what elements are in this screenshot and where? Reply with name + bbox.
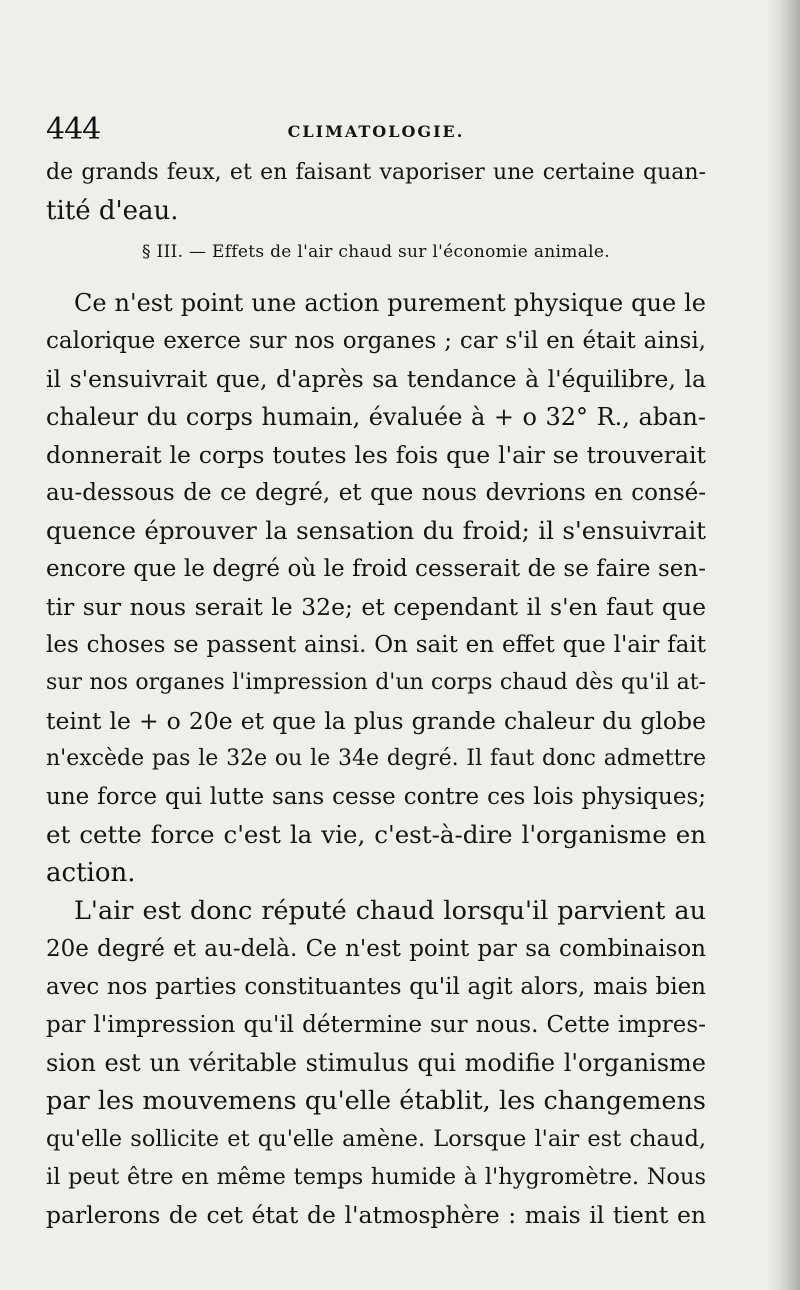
text-line: teint le + o 20e et que la plus grande chaleur du globe: [46, 707, 706, 735]
text-line: par l'impression qu'il détermine sur nous. Cette impres-: [46, 1012, 706, 1038]
text-line: calorique exerce sur nos organes ; car s'il en était ainsi,: [46, 328, 706, 354]
text-line: il s'ensuivrait que, d'après sa tendance à l'équilibre, la: [46, 365, 706, 393]
text-line: parlerons de cet état de l'atmosphère : mais il tient en: [46, 1201, 706, 1229]
text-line: Ce n'est point une action purement physique que le: [74, 289, 706, 317]
text-line: L'air est donc réputé chaud lorsqu'il parvient au: [74, 896, 706, 926]
text-line: de grands feux, et en faisant vaporiser une certaine quan-: [46, 160, 706, 185]
text-line: 20e degré et au-delà. Ce n'est point par sa combinaison: [46, 936, 706, 962]
text-line: sur nos organes l'impression d'un corps chaud dès qu'il at-: [46, 670, 706, 695]
page-number: 444: [46, 112, 101, 147]
text-line: avec nos parties constituantes qu'il agit alors, mais bien: [46, 974, 706, 1000]
text-line: au-dessous de ce degré, et que nous devrions en consé-: [46, 480, 706, 506]
text-line: et cette force c'est la vie, c'est-à-dire l'organisme en: [46, 820, 706, 849]
text-line: tité d'eau.: [46, 196, 179, 226]
page-text-block: [46, 112, 706, 1234]
text-line: n'excède pas le 32e ou le 34e degré. Il faut donc admettre: [46, 746, 706, 771]
running-title: CLIMATOLOGIE.: [287, 122, 465, 141]
text-line: une force qui lutte sans cesse contre ces lois physiques;: [46, 784, 706, 810]
running-head: [46, 112, 706, 152]
text-line: par les mouvemens qu'elle établit, les changemens: [46, 1086, 706, 1116]
text-line: les choses se passent ainsi. On sait en effet que l'air fait: [46, 632, 706, 658]
text-line: qu'elle sollicite et qu'elle amène. Lorsque l'air est chaud,: [46, 1126, 706, 1152]
text-line: chaleur du corps humain, évaluée à + o 32° R., aban-: [46, 403, 706, 431]
text-line: tir sur nous serait le 32e; et cependant il s'en faut que: [46, 593, 706, 621]
paragraph-1: [46, 284, 706, 892]
paragraph-2: [46, 892, 706, 1234]
text-line: il peut être en même temps humide à l'hygromètre. Nous: [46, 1164, 706, 1190]
text-line: action.: [46, 858, 136, 888]
text-line: quence éprouver la sensation du froid; il s'ensuivrait: [46, 516, 706, 545]
section-heading: § III. — Effets de l'air chaud sur l'économie animale.: [142, 242, 610, 262]
page-edge-shadow: [766, 0, 800, 1290]
text-line: sion est un véritable stimulus qui modifie l'organisme: [46, 1049, 706, 1077]
text-line: donnerait le corps toutes les fois que l'air se trouverait: [46, 441, 706, 469]
text-line: encore que le degré où le froid cesserait de se faire sen-: [46, 556, 706, 582]
